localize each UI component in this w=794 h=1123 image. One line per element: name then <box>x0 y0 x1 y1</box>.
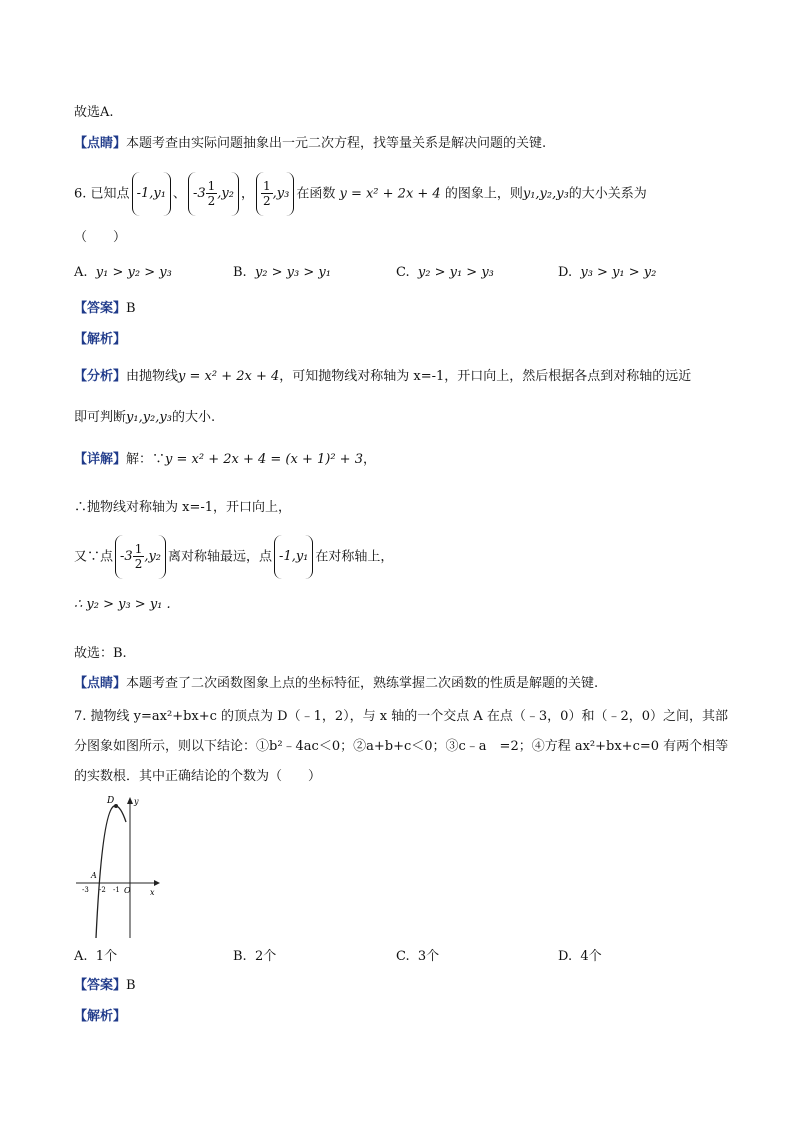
parabola-curve <box>96 806 126 938</box>
q6-step3: ∴ y₂ > y₃ > y₁ . <box>74 597 171 612</box>
q6-step1: ∴抛物线对称轴为 x=-1，开口向上， <box>74 500 292 515</box>
comment-tag: 【点睛】 <box>74 136 127 151</box>
fenxi-func: y = x² + 2x + 4 <box>178 369 280 384</box>
answer-tag: 【答案】 <box>74 978 127 993</box>
q7-option-a <box>74 945 117 964</box>
fenxi-c1: 即可判断 <box>74 410 127 425</box>
q6-middle: 在函数 <box>296 186 336 202</box>
step2-pt: -1,y₁ <box>274 535 313 579</box>
step2-fraction <box>133 542 145 571</box>
answer-tag: 【答案】 <box>74 301 127 316</box>
p3-num: 1 <box>262 179 271 193</box>
option-text: 3个 <box>417 949 440 964</box>
vertex-label: D <box>107 796 115 806</box>
q6-analysis-tag <box>74 331 126 349</box>
step2-point <box>115 535 166 579</box>
prev-conclusion: 故选A. <box>74 105 114 120</box>
q7-parabola-figure <box>74 792 174 942</box>
x-axis-arrow <box>154 880 160 886</box>
option-label: C. <box>396 265 410 280</box>
q6-step2 <box>74 535 393 579</box>
option-text: 2个 <box>254 949 277 964</box>
tick-label: O <box>124 886 131 895</box>
q6-blank: （ ） <box>74 230 127 245</box>
step2-b: 离对称轴最远，点 <box>168 549 273 565</box>
q6-option-a <box>74 265 172 280</box>
comment-text: 本题考查由实际问题抽象出一元二次方程，找等量关系是解决问题的关键. <box>126 136 547 151</box>
q6-stem <box>74 172 647 216</box>
fenxi-b: ，可知抛物线对称轴为 x=-1，开口向上，然后根据各点到对称轴的远近 <box>279 369 692 384</box>
detail-tag: 【详解】 <box>74 452 127 467</box>
y-axis-arrow <box>127 797 133 804</box>
q6-comment <box>74 675 598 693</box>
p2-num: 1 <box>207 179 216 193</box>
q7-line2: 分图象如图所示，则以下结论：①b²﹣4ac＜0；②a+b+c＜0；③c﹣a =2；④方程 ax²+bx+c=0 有两个相等 <box>74 739 729 754</box>
q6-prefix: 已知点 <box>90 186 130 202</box>
p2-whole: -3 <box>192 186 206 201</box>
analysis-tag: 【解析】 <box>74 1009 127 1024</box>
p2-rest: ,y₂ <box>217 186 234 201</box>
q7-line1: 7. 抛物线 y=ax²+bx+c 的顶点为 D（﹣1，2），与 x 轴的一个交点 A 在点（﹣3，0）和（﹣2，0）之间，其部 <box>74 709 728 724</box>
q6-vars: y₁,y₂,y₃ <box>522 186 569 202</box>
vertex-point <box>114 804 118 808</box>
fenxi-vars: y₁,y₂,y₃ <box>126 410 172 425</box>
option-label: C. <box>396 949 410 964</box>
option-text: 4个 <box>580 949 602 964</box>
q6-option-c <box>396 265 494 280</box>
step2-den: 2 <box>134 557 143 571</box>
answer-value: B <box>126 301 136 316</box>
q7-answer <box>74 977 136 995</box>
a-label: A <box>91 871 97 880</box>
option-label: D. <box>558 265 573 280</box>
p2-fraction <box>206 179 218 208</box>
option-text: y₁ > y₂ > y₃ <box>95 265 172 280</box>
q6-function: y = x² + 2x + 4 <box>339 186 441 202</box>
q6-suffix2: 的大小关系为 <box>568 186 647 202</box>
step2-whole: -3 <box>120 549 133 564</box>
step2-a: 又∵点 <box>74 549 114 565</box>
fenxi-c2: 的大小. <box>171 410 216 425</box>
q6-detail <box>74 451 376 469</box>
prev-comment <box>74 135 546 153</box>
p3-rest: ,y₃ <box>272 186 290 201</box>
separator: ， <box>240 186 254 202</box>
point-3 <box>256 172 294 216</box>
option-text: y₂ > y₁ > y₃ <box>417 265 494 280</box>
tick-label: -3 <box>82 886 89 894</box>
q7-line3: 的实数根．其中正确结论的个数为（ ） <box>74 769 322 784</box>
q7-analysis-tag <box>74 1008 126 1026</box>
tick-label: -2 <box>99 886 106 894</box>
option-label: D. <box>558 949 573 964</box>
q6-option-d <box>558 265 656 280</box>
detail-eq: y = x² + 2x + 4 = (x + 1)² + 3 <box>165 452 363 467</box>
detail-b: ， <box>362 452 376 467</box>
fenxi-a: 由抛物线 <box>126 369 179 384</box>
comment-tag: 【点睛】 <box>74 676 127 691</box>
q7-option-d <box>558 945 602 964</box>
comment-text: 本题考查了二次函数图象上点的坐标特征，熟练掌握二次函数的性质是解题的关键. <box>126 676 599 691</box>
step2-c: 在对称轴上， <box>315 549 394 565</box>
p2-den: 2 <box>207 194 216 208</box>
q7-option-b <box>233 945 276 964</box>
q6-fenxi-2 <box>74 409 215 427</box>
fenxi-tag: 【分析】 <box>74 369 127 384</box>
y-axis-label: y <box>134 797 139 806</box>
p3-fraction <box>261 179 273 208</box>
step2-rest: ,y₂ <box>144 549 162 564</box>
q6-conclusion: 故选：B. <box>74 646 127 661</box>
tick-label: -1 <box>113 886 120 894</box>
q6-suffix: 的图象上，则 <box>444 186 523 202</box>
q6-option-b <box>233 265 331 280</box>
option-text: y₂ > y₃ > y₁ <box>254 265 331 280</box>
option-label: A. <box>74 949 88 964</box>
point-1: -1,y₁ <box>132 172 171 216</box>
option-label: B. <box>233 949 247 964</box>
option-text: y₃ > y₁ > y₂ <box>580 265 657 280</box>
point-2 <box>188 172 239 216</box>
step2-num: 1 <box>134 542 143 556</box>
q6-answer <box>74 300 136 318</box>
x-axis-label: x <box>150 888 155 897</box>
option-label: A. <box>74 265 88 280</box>
q6-number: 6. <box>74 186 87 202</box>
option-text: 1个 <box>95 949 118 964</box>
answer-value: B <box>126 978 136 993</box>
q6-fenxi <box>74 368 691 386</box>
q7-option-c <box>396 945 439 964</box>
p3-den: 2 <box>262 194 271 208</box>
option-label: B. <box>233 265 247 280</box>
detail-a: 解：∵ <box>126 452 166 467</box>
separator: 、 <box>172 186 186 202</box>
analysis-tag: 【解析】 <box>74 332 127 347</box>
